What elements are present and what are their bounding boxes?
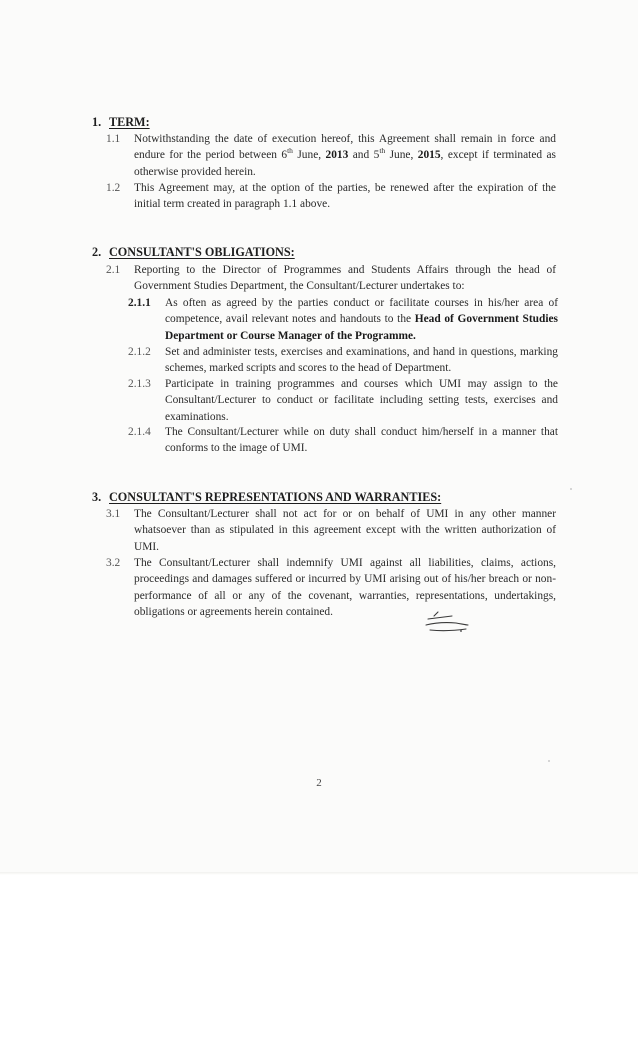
clause-number: 2.1.2 [128,346,151,358]
scan-speck [548,760,550,762]
section-title: CONSULTANT'S REPRESENTATIONS AND WARRANTIES: [109,490,442,504]
clause-text-part: June, [385,149,418,162]
clause-text-part: June, [292,149,326,162]
section-heading-warranties [92,489,441,505]
clause-text [134,131,556,180]
section-heading-obligations [92,244,295,260]
clause-text: The Consultant/Lecturer shall not act for or on behalf of UMI in any other manner whatsoever than as stipulated in this agreement except with the written authorization of UMI. [134,508,556,553]
end-year: 2015 [417,149,441,162]
superscript: th [379,146,386,156]
section-number: 1. [92,115,102,129]
clause-text-part: , except if terminated as otherwise provided herein. [134,149,556,178]
section-number: 2. [92,245,102,259]
initials-signature [422,610,472,634]
clause-text [165,295,558,344]
clause-text: Set and administer tests, exercises and examinations, and hand in questions, marking schemes, marked scripts and scores to the head of Department. [165,346,558,375]
clause-text-part: As often as agreed by the parties conduct or facilitate courses in his/her area of competence, avail relevant notes and handouts to the [165,297,558,326]
section-title: TERM: [109,115,150,129]
clause-text: The Consultant/Lecturer shall indemnify UMI against all liabilities, claims, actions, proceedings and damages suffered or incurred by UMI arising out of his/her breach or non-performance of all or any of the covenant, warranties, representations, undertakings, obligations or agreements herein contained. [134,557,556,619]
start-year: 2013 [325,149,349,162]
clause-number: 1.2 [106,182,121,194]
clause-number: 2.1 [106,264,121,276]
clause-number: 2.1.4 [128,426,151,438]
section-number: 3. [92,490,102,504]
clause-number: 2.1.3 [128,378,151,390]
clause-text-part: Notwithstanding the date of execution hereof, this Agreement shall remain in force and endure for the period between 6 [134,133,556,162]
superscript: th [287,146,293,156]
scan-speck [570,488,572,490]
page-number: 2 [316,777,322,789]
clause-text: Participate in training programmes and courses which UMI may assign to the Consultant/Lecturer to conduct or facilitate including setting tests, exercises and examinations. [165,378,558,423]
clause-number: 1.1 [106,133,121,145]
clause-text-part: and 5 [348,149,380,162]
clause-text-bold: Head of Government Studies Department or Course Manager of the Programme. [165,313,558,342]
clause-number: 3.2 [106,557,121,569]
section-heading-term [92,114,150,130]
clause-text: The Consultant/Lecturer while on duty shall conduct him/herself in a manner that conforms to the image of UMI. [165,426,558,455]
section-title: CONSULTANT'S OBLIGATIONS: [109,245,295,259]
clause-text: This Agreement may, at the option of the parties, be renewed after the expiration of the initial term created in paragraph 1.1 above. [134,182,556,211]
clause-text: Reporting to the Director of Programmes and Students Affairs through the head of Government Studies Department, the Consultant/Lecturer undertakes to: [134,264,556,293]
clause-number: 2.1.1 [128,297,151,309]
clause-number: 3.1 [106,508,121,520]
